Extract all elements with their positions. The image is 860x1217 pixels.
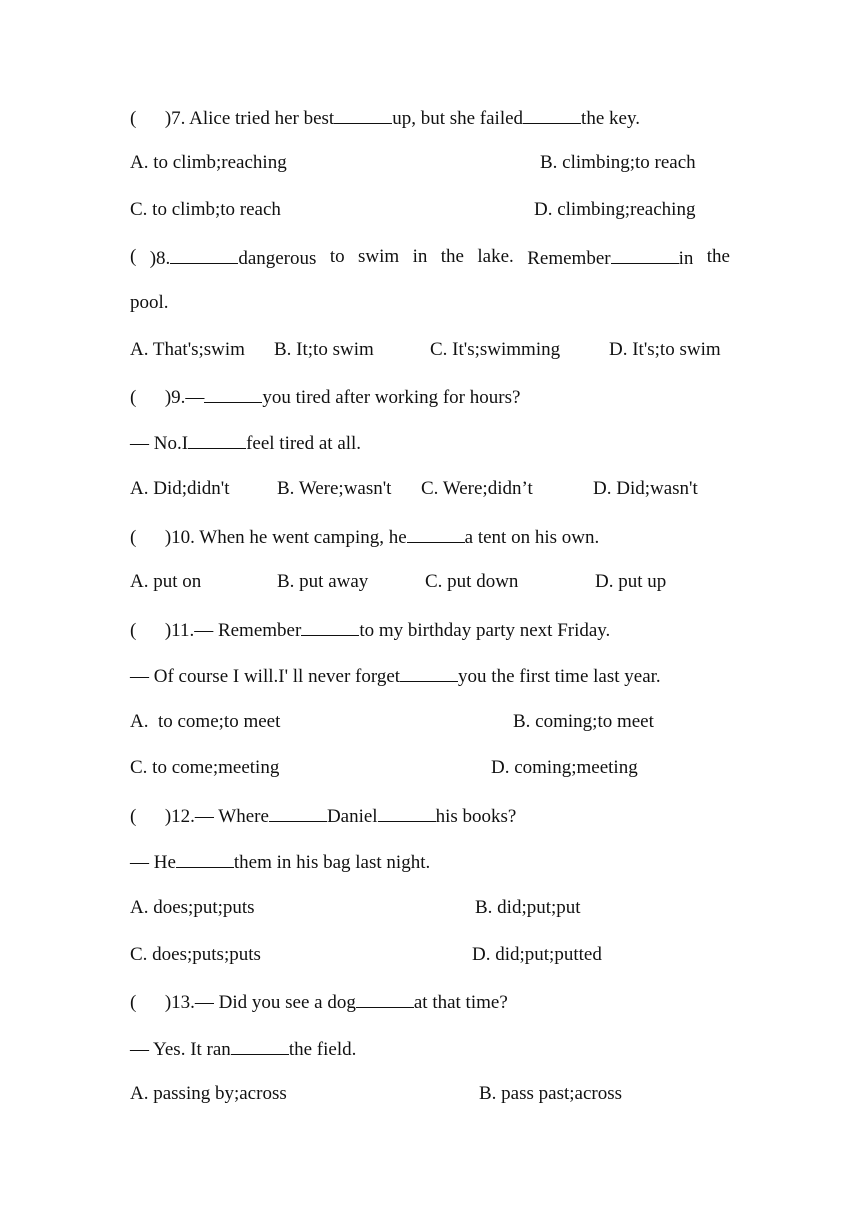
question-11-stem bbox=[130, 618, 610, 642]
answer-blank bbox=[176, 850, 234, 868]
question-8-option-c: C. It's;swimming bbox=[430, 339, 561, 360]
question-11-stem-part-2: to my birthday party next Friday. bbox=[359, 620, 611, 641]
question-10-stem-part-2: a tent on his own. bbox=[464, 527, 600, 548]
question-9-reply-part-2: feel tired at all. bbox=[246, 433, 362, 454]
answer-blank bbox=[269, 804, 327, 822]
question-9-stem bbox=[130, 385, 520, 409]
question-10-option-a: A. put on bbox=[130, 571, 202, 592]
answer-blank bbox=[611, 246, 679, 264]
question-8-word: in bbox=[412, 246, 428, 267]
answer-blank bbox=[378, 804, 436, 822]
question-9-option-b: B. Were;wasn't bbox=[277, 478, 392, 499]
answer-blank bbox=[188, 431, 246, 449]
question-8-word: lake. bbox=[477, 246, 514, 267]
question-7-stem-part-1: ( )7. Alice tried her best bbox=[130, 108, 335, 129]
question-11-option-a: A. to come;to meet bbox=[130, 711, 281, 732]
question-8-stem-line-2: pool. bbox=[130, 292, 169, 313]
question-10-stem-part-1: ( )10. When he went camping, he bbox=[130, 527, 407, 548]
question-8-option-a: A. That's;swim bbox=[130, 339, 245, 360]
question-11-reply-part-1: — Of course I will.I' ll never forget bbox=[130, 666, 401, 687]
question-12-option-c: C. does;puts;puts bbox=[130, 944, 261, 965]
question-8-word: the bbox=[440, 246, 464, 267]
question-9-stem-part-2: you tired after working for hours? bbox=[262, 387, 521, 408]
question-7-option-d: D. climbing;reaching bbox=[534, 199, 696, 220]
question-7-option-a: A. to climb;reaching bbox=[130, 152, 287, 173]
question-8-word-group bbox=[527, 246, 693, 270]
question-13-option-a: A. passing by;across bbox=[130, 1083, 287, 1104]
question-7-stem-part-3: the key. bbox=[581, 108, 640, 129]
answer-blank bbox=[523, 106, 581, 124]
question-13-reply bbox=[130, 1037, 356, 1061]
question-11-reply bbox=[130, 664, 661, 688]
question-11-option-c: C. to come;meeting bbox=[130, 757, 280, 778]
question-10-option-d: D. put up bbox=[595, 571, 667, 592]
question-12-reply-part-2: them in his bag last night. bbox=[233, 852, 431, 873]
question-10-stem bbox=[130, 525, 599, 549]
question-8-word-group bbox=[150, 246, 317, 270]
answer-blank bbox=[400, 664, 458, 682]
question-9-option-d: D. Did;wasn't bbox=[593, 478, 698, 499]
answer-blank bbox=[334, 106, 392, 124]
question-9-reply-part-1: — No.I bbox=[130, 433, 189, 454]
question-12-reply-part-1: — He bbox=[130, 852, 176, 873]
question-11-stem-part-1: ( )11.— Remember bbox=[130, 620, 302, 641]
answer-blank bbox=[356, 990, 414, 1008]
question-12-reply bbox=[130, 850, 430, 874]
question-7-option-b: B. climbing;to reach bbox=[540, 152, 696, 173]
question-7-option-c: C. to climb;to reach bbox=[130, 199, 281, 220]
question-8-word: dangerous bbox=[238, 248, 317, 269]
question-12-option-a: A. does;put;puts bbox=[130, 897, 255, 918]
question-13-reply-part-2: the field. bbox=[288, 1039, 357, 1060]
question-8-stem bbox=[130, 246, 730, 270]
question-11-reply-part-2: you the first time last year. bbox=[458, 666, 661, 687]
question-10-option-b: B. put away bbox=[277, 571, 369, 592]
answer-blank bbox=[407, 525, 465, 543]
question-8-option-d: D. It's;to swim bbox=[609, 339, 721, 360]
question-13-stem-part-1: ( )13.— Did you see a dog bbox=[130, 992, 356, 1013]
question-12-option-d: D. did;put;putted bbox=[472, 944, 602, 965]
question-8-word: ( bbox=[130, 246, 137, 267]
question-13-reply-part-1: — Yes. It ran bbox=[130, 1039, 231, 1060]
question-12-stem-part-2: Daniel bbox=[326, 806, 378, 827]
question-8-option-b: B. It;to swim bbox=[274, 339, 374, 360]
answer-blank bbox=[301, 618, 359, 636]
question-8-word: the bbox=[706, 246, 730, 267]
answer-blank bbox=[231, 1037, 289, 1055]
question-12-stem-part-3: his books? bbox=[435, 806, 517, 827]
question-9-option-c: C. Were;didn’t bbox=[421, 478, 533, 499]
question-8-word: swim bbox=[358, 246, 400, 267]
question-10-option-c: C. put down bbox=[425, 571, 519, 592]
question-11-option-b: B. coming;to meet bbox=[513, 711, 654, 732]
question-8-number: )8. bbox=[149, 248, 171, 269]
question-8-word: in bbox=[678, 248, 694, 269]
question-13-stem-part-2: at that time? bbox=[413, 992, 508, 1013]
question-7-stem bbox=[130, 106, 640, 130]
question-12-stem-part-1: ( )12.— Where bbox=[130, 806, 269, 827]
question-8-word: to bbox=[329, 246, 345, 267]
question-11-option-d: D. coming;meeting bbox=[491, 757, 638, 778]
question-9-reply bbox=[130, 431, 361, 455]
question-7-stem-part-2: up, but she failed bbox=[392, 108, 524, 129]
question-9-option-a: A. Did;didn't bbox=[130, 478, 230, 499]
question-8-word: Remember bbox=[527, 248, 611, 269]
question-13-option-b: B. pass past;across bbox=[479, 1083, 623, 1104]
question-12-option-b: B. did;put;put bbox=[475, 897, 581, 918]
question-12-stem bbox=[130, 804, 516, 828]
question-13-stem bbox=[130, 990, 508, 1014]
answer-blank bbox=[170, 246, 238, 264]
answer-blank bbox=[204, 385, 262, 403]
question-9-stem-part-1: ( )9.— bbox=[130, 387, 205, 408]
